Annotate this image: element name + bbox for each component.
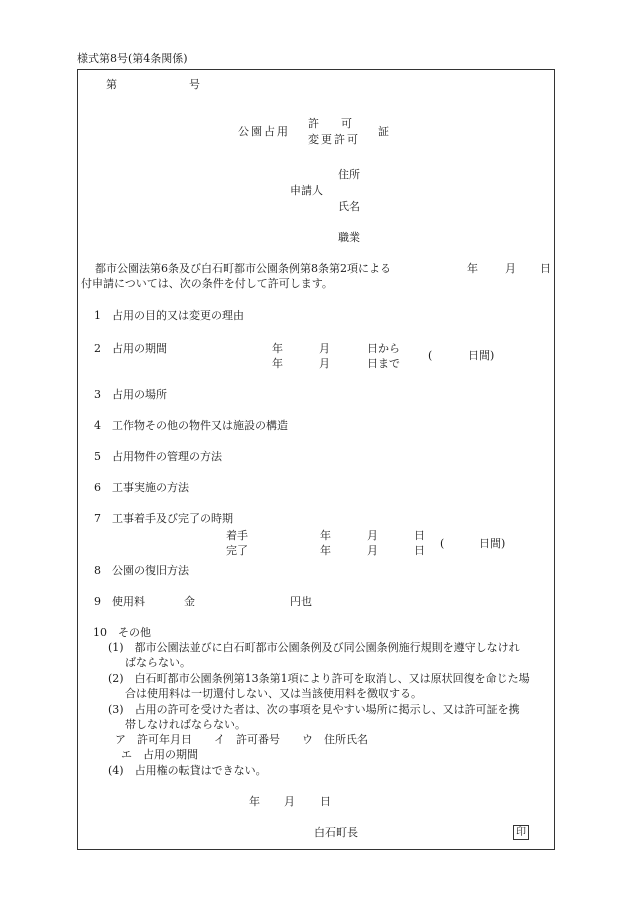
item-7-start-label: 着手: [226, 529, 248, 542]
item-9-kin: 金: [184, 595, 195, 608]
intro-day: 日: [540, 262, 551, 275]
item-7-start-month: 月: [367, 529, 378, 542]
item-7-end-label: 完了: [226, 544, 248, 557]
other-3-list2: エ 占用の期間: [121, 748, 198, 761]
other-3b: 帯しなければならない。: [125, 718, 246, 731]
footer-year: 年: [249, 795, 260, 808]
other-1b: ばならない。: [125, 656, 191, 669]
title-suffix: 証: [378, 125, 389, 138]
item-5: 5 占用物件の管理の方法: [94, 450, 222, 463]
other-2b: 合は使用料は一切還付しない、又は当該使用料を徴収する。: [125, 687, 422, 700]
other-4: (4) 占用権の転貸はできない。: [108, 764, 267, 777]
item-1: 1 占用の目的又は変更の理由: [94, 309, 244, 322]
item-2-paren-close: 日間): [468, 349, 495, 362]
other-3-list1: ア 許可年月日 イ 許可番号 ウ 住所氏名: [115, 733, 368, 746]
item-2-from-year: 年: [272, 342, 283, 355]
item-2-to-year: 年: [272, 357, 283, 370]
applicant-name: 氏名: [338, 200, 360, 213]
footer-issuer: 白石町長: [314, 826, 358, 839]
applicant-occupation: 職業: [338, 231, 360, 244]
item-2-from-day: 日から: [367, 342, 400, 355]
other-1a: (1) 都市公園法並びに白石町都市公園条例及び同公園条例施行規則を遵守しなけれ: [108, 641, 520, 654]
item-7-start-year: 年: [320, 529, 331, 542]
other-3a: (3) 占用の許可を受けた者は、次の事項を見やすい場所に掲示し、又は許可証を携: [108, 703, 520, 716]
title-bottom-right: 変更許可: [308, 133, 360, 146]
item-7-end-month: 月: [367, 544, 378, 557]
title-top-right: 許 可: [308, 117, 352, 130]
item-2-to-day: 日まで: [367, 357, 400, 370]
footer-day: 日: [320, 795, 331, 808]
item-2-paren-open: (: [428, 349, 433, 362]
number-go: 号: [189, 78, 200, 91]
intro-line1: 都市公園法第6条及び白石町都市公園条例第8条第2項による: [95, 262, 391, 275]
item-7-end-year: 年: [320, 544, 331, 557]
item-2: 2 占用の期間: [94, 342, 167, 355]
applicant-address: 住所: [338, 168, 360, 181]
title-prefix: 公園占用: [238, 125, 290, 138]
item-6: 6 工事実施の方法: [94, 481, 189, 494]
intro-year: 年: [467, 262, 478, 275]
item-9: 9 使用料: [94, 595, 145, 608]
intro-month: 月: [505, 262, 516, 275]
item-7: 7 工事着手及び完了の時期: [94, 512, 233, 525]
item-9-yen: 円也: [290, 595, 312, 608]
other-2a: (2) 白石町都市公園条例第13条第1項により許可を取消し、又は原状回復を命じた場: [108, 672, 530, 685]
item-2-from-month: 月: [319, 342, 330, 355]
item-7-paren-close: 日間): [479, 537, 506, 550]
footer-month: 月: [284, 795, 295, 808]
applicant-label: 申請人: [290, 184, 323, 197]
item-10: 10 その他: [93, 626, 151, 639]
intro-line2: 付申請については、次の条件を付して許可します。: [81, 277, 333, 290]
form-label: 様式第8号(第4条関係): [77, 52, 188, 65]
item-7-paren-open: (: [440, 537, 445, 550]
number-dai: 第: [106, 78, 117, 91]
item-4: 4 工作物その他の物件又は施設の構造: [94, 419, 288, 432]
item-3: 3 占用の場所: [94, 388, 167, 401]
item-7-start-day: 日: [414, 529, 425, 542]
item-8: 8 公園の復旧方法: [94, 564, 189, 577]
item-7-end-day: 日: [414, 544, 425, 557]
seal-mark: 印: [513, 825, 529, 840]
item-2-to-month: 月: [319, 357, 330, 370]
